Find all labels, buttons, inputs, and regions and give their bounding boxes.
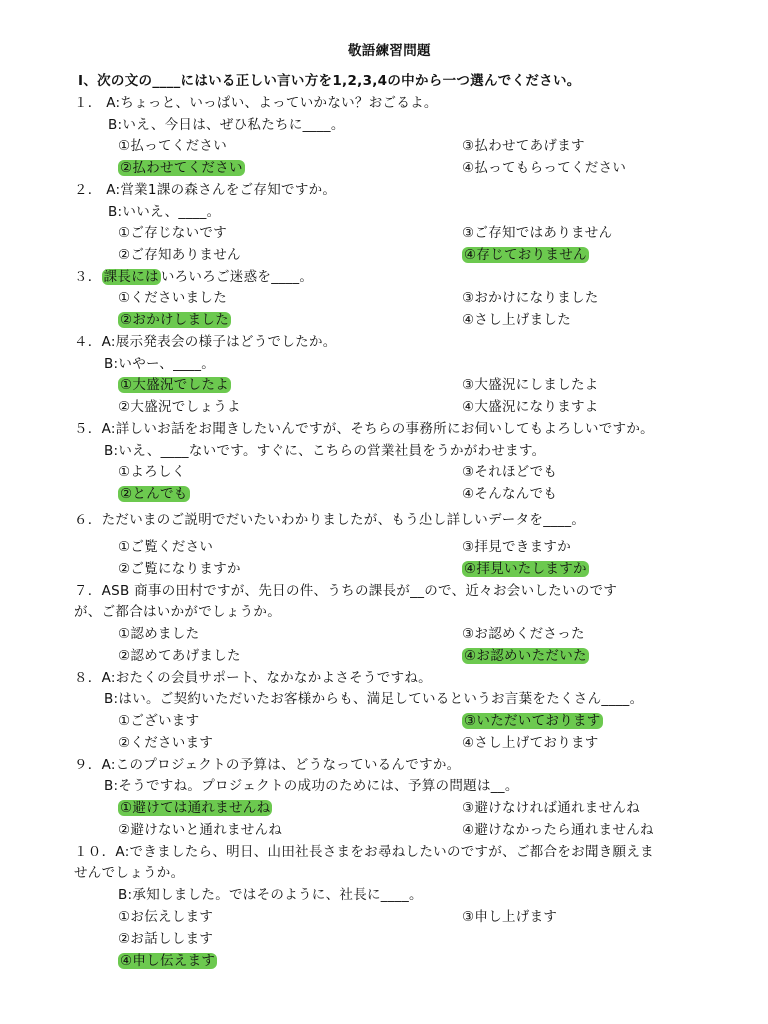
question-4-line-1: ４．A:展示発表会の様子はどうでしたか。 — [74, 334, 337, 350]
q7-option-2: ②認めてあげました — [118, 648, 241, 664]
question-2-line-1: ２． A:営業1課の森さんをご存知ですか。 — [74, 182, 337, 198]
q4-option-2: ②大盛況でしょうよ — [118, 399, 241, 415]
q7-option-3: ③お認めくださった — [462, 626, 585, 642]
question-10-line-1: １０．A:できましたら、明日、山田社長さまをお尋ねしたいのですが、ご都合をお聞き願えま — [74, 844, 654, 860]
q3-option-2-highlighted: ②おかけしました — [120, 312, 230, 328]
question-8-line-1: ８．A:おたくの会員サポート、なかなかよさそうですね。 — [74, 670, 432, 686]
question-1-line-1: １． A:ちょっと、いっぱい、よっていかない？おごるよ。 — [74, 95, 438, 111]
q9-option-1-highlighted: ①避けては通れませんね — [120, 800, 271, 816]
q3-option-3: ③おかけになりました — [462, 290, 599, 306]
q1-option-1: ①払ってください — [118, 138, 228, 154]
question-8-line-2: B:はい。ご契約いただいたお客様からも、満足しているというお言葉をたくさん____。 — [104, 691, 644, 707]
q5-option-4: ④そんなんでも — [462, 486, 558, 502]
q10-option-4-highlighted: ④申し伝えます — [120, 953, 216, 969]
q3-option-4: ④さし上げました — [462, 312, 572, 328]
question-10-line-3: B:承知しました。ではそのように、社長に____。 — [118, 887, 423, 903]
question-10-line-2: せんでしょうか。 — [74, 865, 185, 881]
q9-option-4: ④避けなかったら通れませんね — [462, 822, 654, 838]
question-3-number: ３． — [74, 269, 102, 285]
q1-option-4: ④払ってもらってください — [462, 160, 627, 176]
q2-option-2: ②ご存知ありません — [118, 247, 241, 263]
question-6-line-1: ６．ただいまのご説明でだいたいわかりましたが、もう尐し詳しいデータを____。 — [74, 512, 586, 528]
q5-option-2-highlighted: ②とんでも — [120, 486, 188, 502]
question-5-line-2: B:いえ、____ないです。すぐに、こちらの営業社員をうかがわせます。 — [104, 443, 546, 459]
q10-option-3: ③申し上げます — [462, 909, 558, 925]
q3-option-1: ①くださいました — [118, 290, 228, 306]
q2-option-3: ③ご存知ではありません — [462, 225, 613, 241]
page-title: 敬語練習問題 — [348, 43, 431, 59]
q5-option-1: ①よろしく — [118, 464, 186, 480]
q5-option-3: ③それほどでも — [462, 464, 558, 480]
q4-option-4: ④大盛況になりますよ — [462, 399, 599, 415]
question-1-line-2: B:いえ、今日は、ぜひ私たちに____。 — [108, 117, 345, 133]
q7-option-4-highlighted: ④お認めいただいた — [464, 648, 587, 664]
q4-option-3: ③大盛況にしましたよ — [462, 377, 599, 393]
q8-option-4: ④さし上げております — [462, 735, 599, 751]
q7-option-1: ①認めました — [118, 626, 200, 642]
q1-option-3: ③払わせてあげます — [462, 138, 585, 154]
q2-option-4-highlighted: ④存じておりません — [464, 247, 587, 263]
q8-option-1: ①ございます — [118, 713, 200, 729]
question-7-line-1: ７．ASB 商事の田村ですが、先日の件、うちの課長が__ので、近々お会いしたいのです — [74, 583, 618, 599]
question-3-highlighted-text: 課長には — [103, 269, 159, 285]
question-9-line-2: B:そうですね。プロジェクトの成功のためには、予算の問題は__。 — [104, 778, 519, 794]
q8-option-3-highlighted: ③いただいております — [464, 713, 601, 729]
q4-option-1-highlighted: ①大盛況でしたよ — [120, 377, 230, 393]
q6-option-4-highlighted: ④拝見いたしますか — [464, 561, 587, 577]
q2-option-1: ①ご存じないです — [118, 225, 228, 241]
q6-option-3: ③拝見できますか — [462, 539, 572, 555]
q9-option-3: ③避けなければ通れませんね — [462, 800, 641, 816]
q6-option-2: ②ご覧になりますか — [118, 561, 241, 577]
question-5-line-1: ５．A:詳しいお話をお聞きしたいんですが、そちらの事務所にお伺いしてもよろしいですか。 — [74, 421, 654, 437]
q1-option-2-highlighted: ②払わせてください — [120, 160, 243, 176]
q9-option-2: ②避けないと通れませんね — [118, 822, 283, 838]
question-9-line-1: ９．A:このプロジェクトの予算は、どうなっているんですか。 — [74, 757, 461, 773]
q10-option-1: ①お伝えします — [118, 909, 214, 925]
q8-option-2: ②くださいます — [118, 735, 214, 751]
instruction: Ⅰ、次の文の____にはいる正しい言い方を1,2,3,4の中から一つ選んでください。 — [78, 73, 581, 89]
question-7-line-2: が、ご都合はいかがでしょうか。 — [74, 604, 281, 620]
question-3-line-1 — [74, 268, 313, 286]
q6-option-1: ①ご覧ください — [118, 539, 214, 555]
question-4-line-2: B:いやー、____。 — [104, 356, 216, 372]
question-2-line-2: B:いいえ、____。 — [108, 204, 221, 220]
question-3-text: いろいろご迷惑を____。 — [160, 269, 314, 285]
q10-option-2: ②お話しします — [118, 931, 214, 947]
